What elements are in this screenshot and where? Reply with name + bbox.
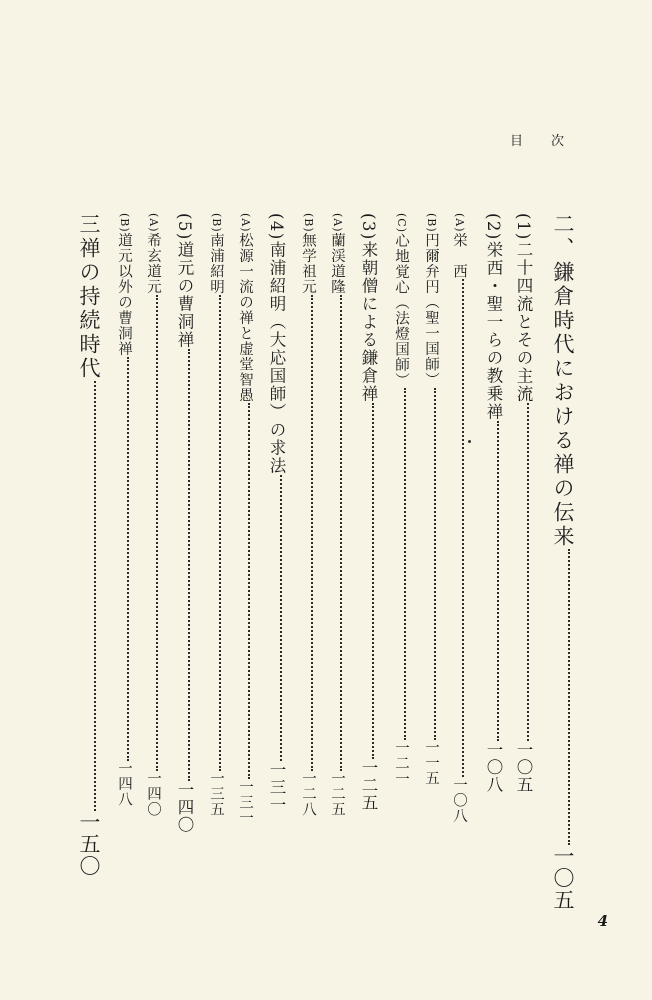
- toc-entry: [449, 213, 470, 824]
- entry-marker: (B): [118, 213, 131, 233]
- entry-page: 一二八: [300, 770, 316, 818]
- entry-marker: (A): [147, 213, 160, 233]
- entry-page: 一二五: [329, 770, 345, 818]
- entry-page: 一五〇: [77, 811, 101, 877]
- entry-page: 一三五: [208, 770, 224, 818]
- entry-marker: (1): [514, 213, 533, 241]
- leader-dots: [404, 388, 406, 740]
- toc-entry: [235, 213, 256, 826]
- toc-entry: [206, 213, 227, 817]
- entry-marker: (A): [453, 213, 466, 233]
- entry-title: 南浦紹明: [208, 232, 224, 295]
- entry-title: 栄 西: [451, 232, 467, 280]
- entry-title: 心地覚心（法燈国師）: [393, 233, 409, 388]
- entry-title: 道元の曹洞禅: [175, 240, 194, 349]
- entry-title: 松源一流の禅と虚堂智愚: [237, 232, 253, 404]
- entry-title: 来朝僧による鎌倉禅: [359, 240, 378, 403]
- entry-marker: (B): [302, 213, 315, 233]
- toc-entry: [143, 213, 164, 817]
- leader-dots: [372, 403, 374, 759]
- leader-dots: [94, 381, 96, 811]
- entry-marker: (A): [239, 213, 252, 233]
- toc-entry: [264, 213, 288, 813]
- toc-entry: [172, 213, 196, 833]
- toc-entry: [114, 213, 135, 807]
- entry-page: 一四〇: [175, 780, 194, 834]
- toc-entry: [356, 213, 380, 811]
- entry-page: 一三一: [237, 779, 253, 826]
- entry-marker: (3): [359, 213, 378, 241]
- entry-page: 一三一: [267, 760, 286, 814]
- leader-dots: [497, 421, 499, 741]
- leader-dots: [219, 295, 221, 771]
- entry-marker: (B): [425, 213, 438, 233]
- leader-dots: [280, 475, 282, 761]
- entry-title: 道元以外の曹洞禅: [116, 232, 132, 357]
- entry-title: 禅の持続時代: [77, 237, 101, 381]
- toc-entry: [511, 213, 535, 793]
- entry-page: 一二一: [393, 740, 409, 787]
- header-char-2: 次: [550, 134, 592, 149]
- entry-title: 蘭渓道隆: [329, 232, 345, 295]
- leader-dots: [248, 403, 250, 779]
- entry-marker: (B): [210, 213, 223, 233]
- leader-dots: [340, 295, 342, 771]
- entry-marker: (2): [484, 213, 503, 241]
- leader-dots: [568, 549, 570, 845]
- toc-entry: [327, 213, 348, 817]
- entry-marker: (4): [267, 213, 286, 241]
- leader-dots: [434, 388, 436, 740]
- entry-page: 一四〇: [145, 770, 161, 818]
- entry-marker: 二、: [551, 213, 575, 261]
- entry-page: 一〇八: [484, 740, 503, 794]
- leader-dots: [311, 295, 313, 771]
- entry-title: 無学祖元: [300, 232, 316, 295]
- entry-page: 一四八: [116, 760, 132, 808]
- entry-title: 南浦紹明（大応国師）の求法: [267, 240, 286, 475]
- toc-entry: [548, 213, 578, 911]
- entry-marker: 三: [77, 213, 101, 237]
- entry-page: 一一五: [423, 739, 439, 787]
- toc-header: [510, 130, 592, 149]
- entry-page: 一〇八: [451, 777, 467, 824]
- leader-dots: [127, 357, 129, 761]
- toc-entry: [298, 213, 319, 817]
- entry-title: 鎌倉時代における禅の伝来: [551, 261, 575, 549]
- leader-dots: [156, 295, 158, 771]
- entry-page: 一〇五: [514, 740, 533, 794]
- entry-title: 円爾弁円（聖一国師）: [423, 232, 439, 388]
- toc-entry: [74, 213, 104, 877]
- header-char-1: 目: [509, 134, 551, 149]
- entry-title: 二十四流とその主流: [514, 240, 533, 403]
- toc-entry: [391, 213, 412, 787]
- leader-dots: [527, 403, 529, 741]
- toc-entry: [421, 213, 442, 786]
- toc-entry: [481, 213, 505, 793]
- leader-dots: [462, 279, 464, 777]
- entry-marker: (C): [395, 213, 408, 233]
- leader-dots: [188, 349, 190, 781]
- page-number: 4: [597, 912, 608, 930]
- bleed-through-mark: [470, 200, 487, 212]
- entry-marker: (A): [331, 213, 344, 233]
- entry-page: 一二五: [359, 758, 378, 812]
- entry-title: 希玄道元: [145, 232, 161, 295]
- stray-mark: [468, 440, 471, 443]
- entry-title: 栄西・聖一らの教乗禅: [484, 240, 503, 421]
- entry-marker: (5): [175, 213, 194, 241]
- entry-page: 一〇五: [551, 845, 575, 911]
